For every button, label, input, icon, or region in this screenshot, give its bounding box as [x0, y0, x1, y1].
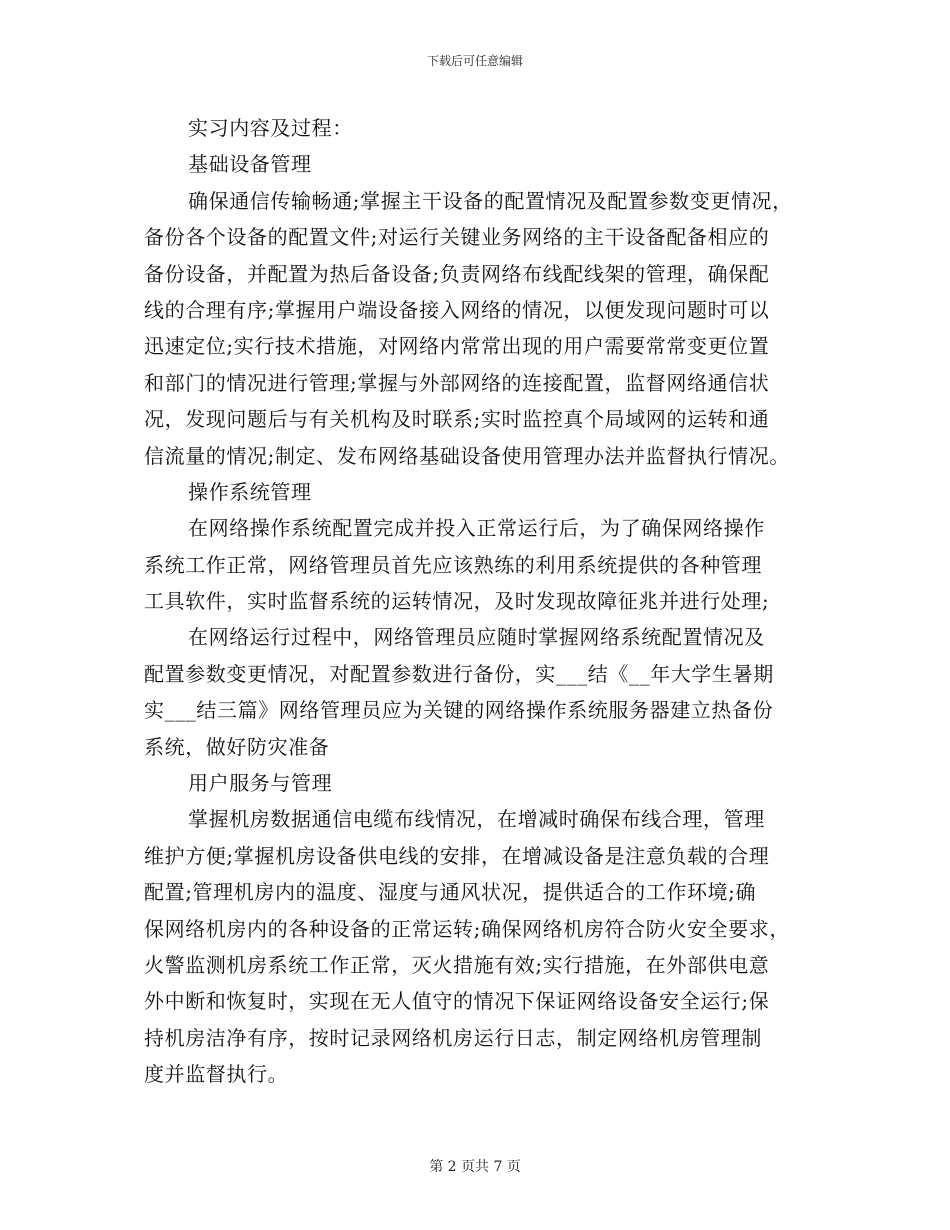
paragraph-line: 迅速定位;实行技术措施，对网络内常常出现的用户需要常常变更位置 [144, 334, 770, 359]
paragraph-line: 备份各个设备的配置文件;对运行关键业务网络的主干设备配备相应的 [144, 225, 770, 250]
paragraph-line: 系统工作正常，网络管理员首先应该熟练的利用系统提供的各种管理 [144, 552, 762, 577]
paragraph-line: 外中断和恢复时，实现在无人值守的情况下保证网络设备安全运行;保 [144, 989, 770, 1014]
paragraph-line: 系统，做好防灾准备 [144, 734, 330, 759]
page-footer: 第 2 页共 7 页 [429, 1159, 521, 1175]
paragraph-line: 保网络机房内的各种设备的正常运转;确保网络机房符合防火安全要求， [144, 916, 790, 941]
paragraph-line: 工具软件，实时监督系统的运转情况，及时发现故障征兆并进行处理; [144, 589, 770, 614]
document-body [144, 110, 824, 1093]
paragraph-line: 维护方便;掌握机房设备供电线的安排，在增减设备是注意负载的合理 [144, 843, 770, 868]
paragraph-line: 度并监督执行。 [144, 1062, 289, 1087]
page-header: 下载后可任意编辑 [426, 54, 523, 68]
paragraph-line: 和部门的情况进行管理;掌握与外部网络的连接配置，监督网络通信状 [144, 370, 770, 395]
paragraph-line: 线的合理有序;掌握用户端设备接入网络的情况，以便发现问题时可以 [144, 297, 770, 322]
paragraph-line: 火警监测机房系统工作正常，灭火措施有效;实行措施，在外部供电意 [144, 952, 770, 977]
section-heading: 用户服务与管理 [188, 771, 333, 796]
paragraph-line: 在网络运行过程中，网络管理员应随时掌握网络系统配置情况及 [188, 625, 765, 650]
paragraph-line: 况，发现问题后与有关机构及时联系;实时监控真个局域网的运转和通 [144, 407, 770, 432]
paragraph-line: 在网络操作系统配置完成并投入正常运行后，为了确保网络操作 [188, 516, 765, 541]
paragraph-line: 配置参数变更情况，对配置参数进行备份，实___结《__年大学生暑期 [144, 661, 774, 686]
paragraph-line: 备份设备，并配置为热后备设备;负责网络布线配线架的管理，确保配 [144, 261, 770, 286]
paragraph-line: 配置;管理机房内的温度、湿度与通风状况，提供适合的工作环境;确 [144, 880, 757, 905]
section-heading: 基础设备管理 [188, 152, 312, 177]
paragraph-line: 信流量的情况;制定、发布网络基础设备使用管理办法并监督执行情况。 [144, 443, 790, 468]
paragraph-line: 持机房洁净有序，按时记录网络机房运行日志，制定网络机房管理制 [144, 1025, 762, 1050]
section-intro: 实习内容及过程： [188, 116, 353, 140]
paragraph-line: 掌握机房数据通信电缆布线情况，在增减时确保布线合理，管理 [188, 807, 765, 832]
paragraph-line: 实___结三篇》网络管理员应为关键的网络操作系统服务器建立热备份 [144, 698, 774, 723]
section-heading: 操作系统管理 [188, 479, 312, 504]
paragraph-line: 确保通信传输畅通;掌握主干设备的配置情况及配置参数变更情况， [188, 188, 793, 213]
